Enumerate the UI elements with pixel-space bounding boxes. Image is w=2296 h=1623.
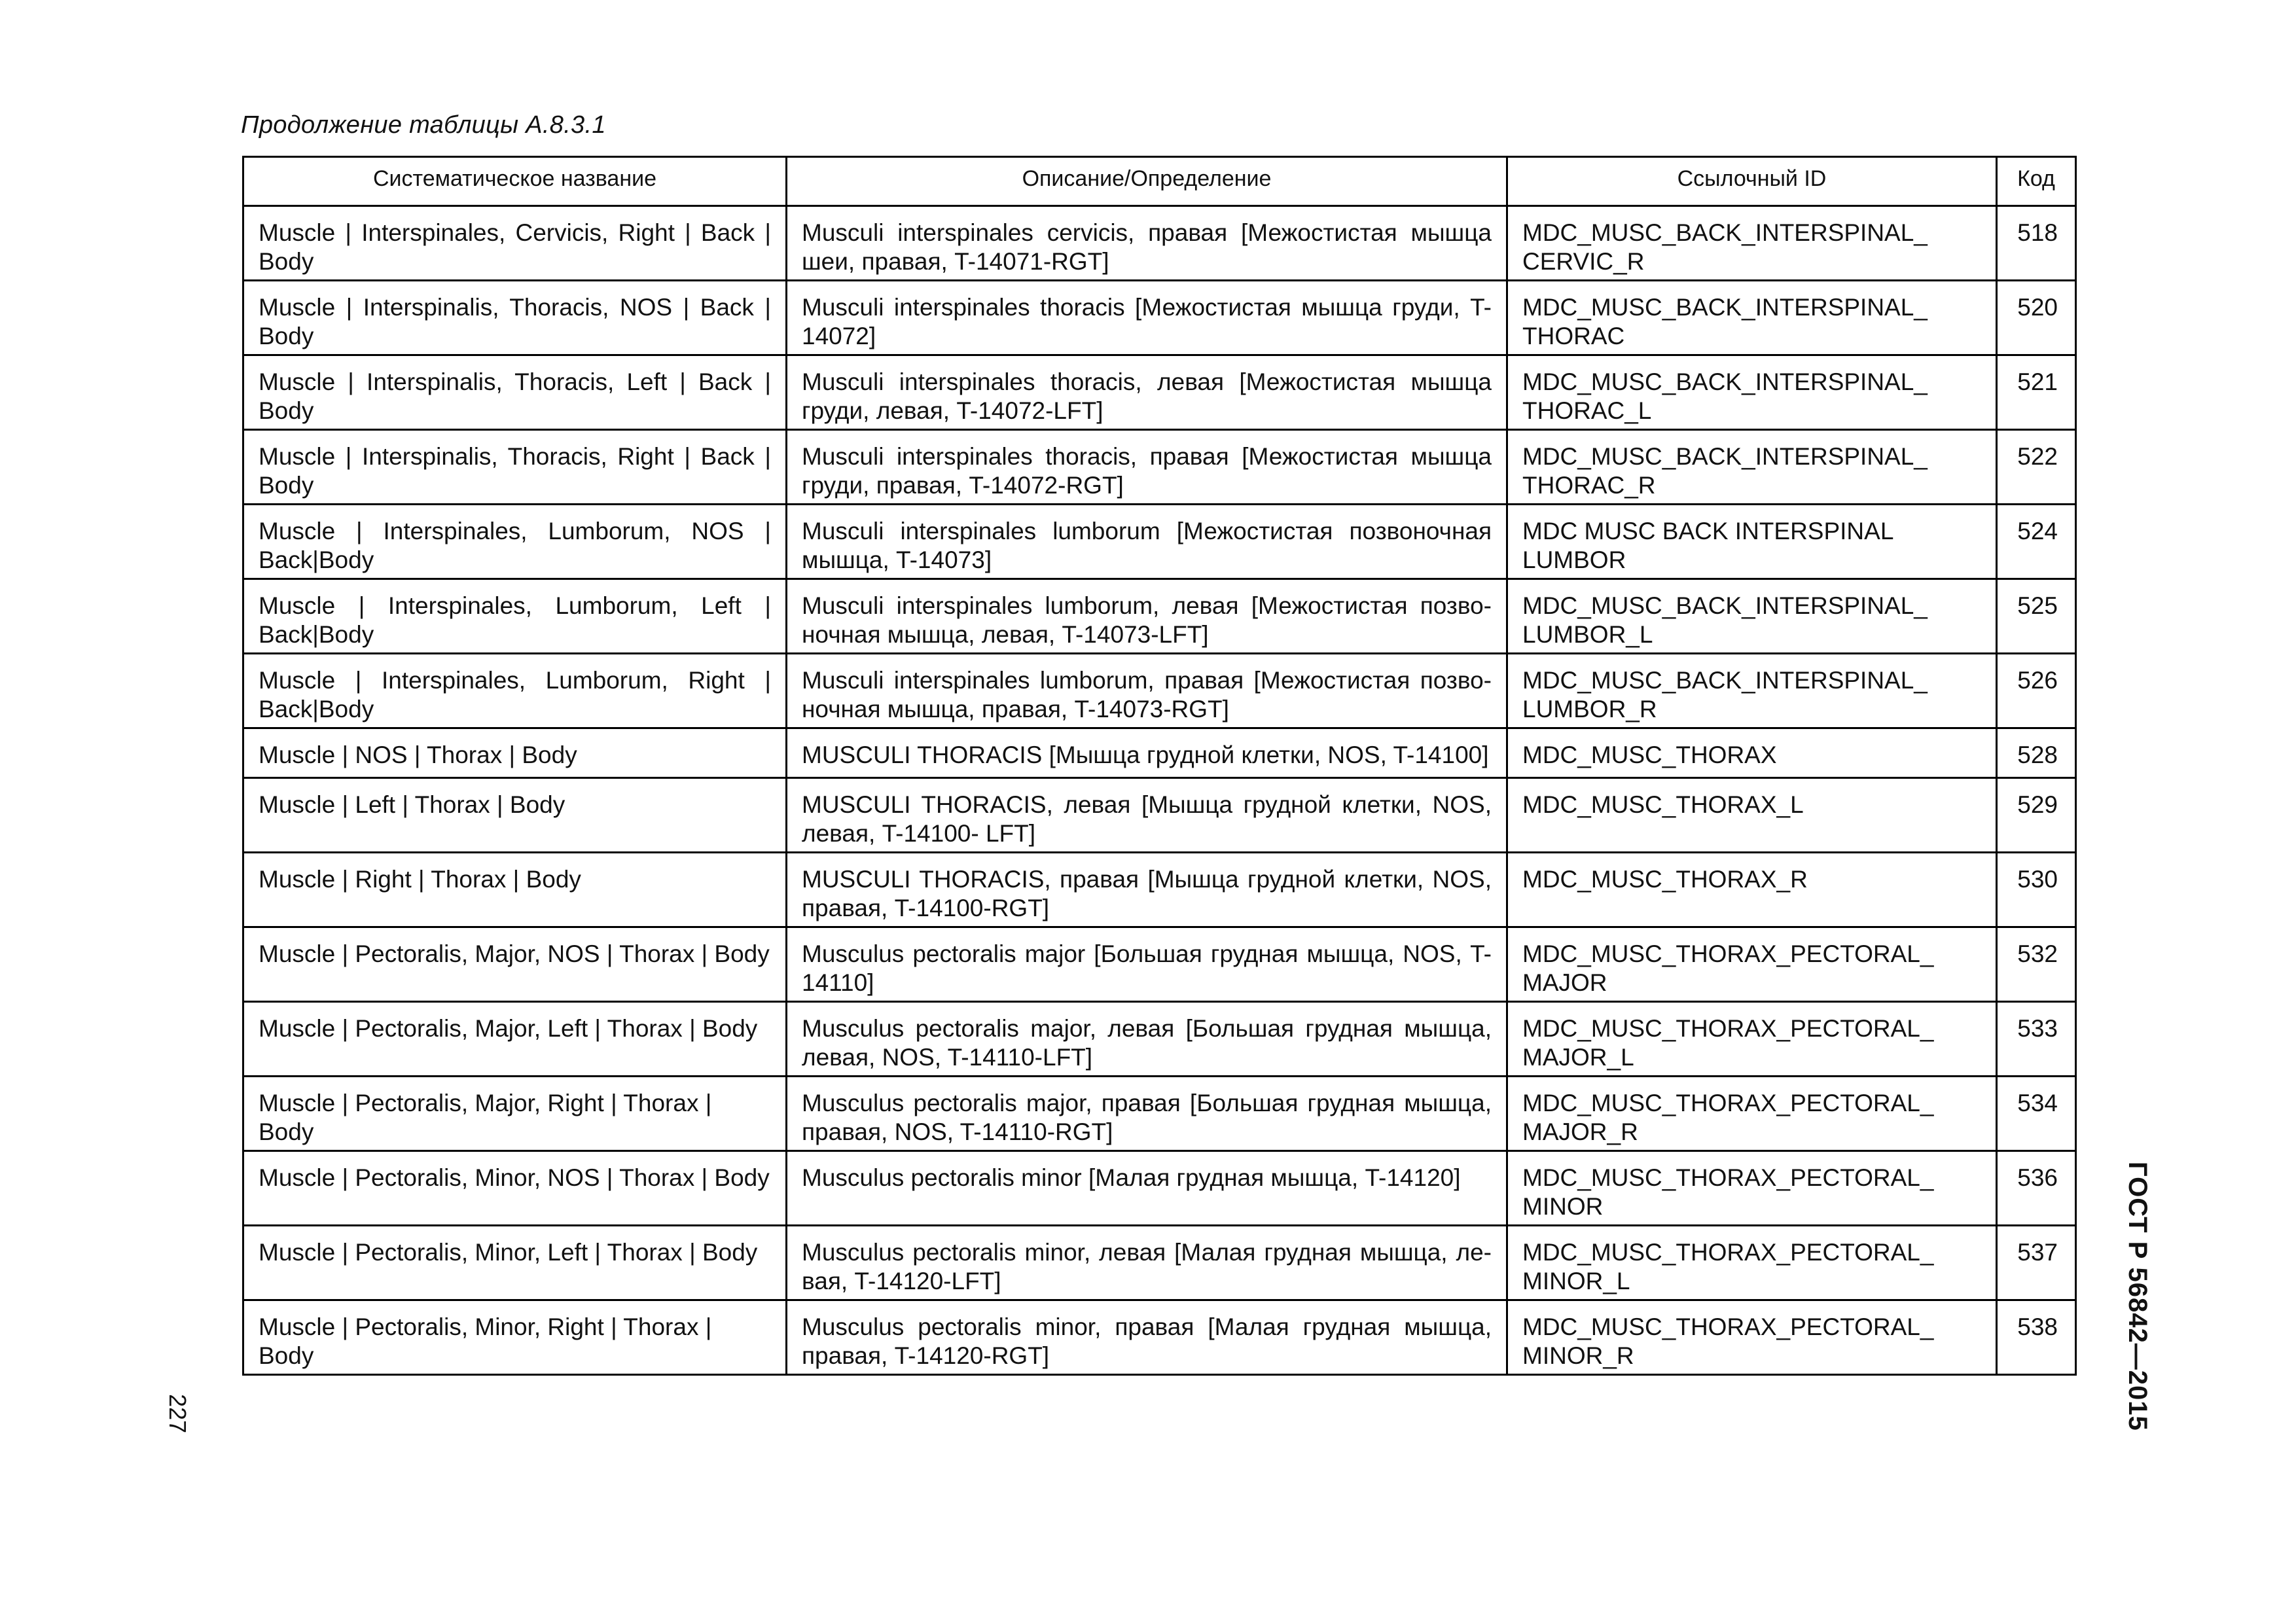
cell-name: Muscle | Interspinales, Lumborum, NOS | Back|Body (243, 505, 787, 579)
cell-description: Musculi interspinales lumborum, правая [Межостистая позво-ночная мышца, правая, T-14073-RGT] (787, 654, 1507, 728)
header-row (243, 157, 2076, 200)
table-row (243, 654, 2076, 728)
table-row (243, 355, 2076, 430)
cell-code: 528 (1997, 728, 2076, 778)
cell-ref-id: MDC_MUSC_THORAX_PECTORAL_ MAJOR (1507, 927, 1997, 1002)
cell-description: Musculus pectoralis major [Большая грудная мышца, NOS, T-14110] (787, 927, 1507, 1002)
cell-code: 538 (1997, 1300, 2076, 1375)
cell-ref-id: MDC_MUSC_BACK_INTERSPINAL_ THORAC (1507, 281, 1997, 355)
table-row (243, 1002, 2076, 1077)
cell-name: Muscle | Interspinalis, Thoracis, Left | Back | Body (243, 355, 787, 430)
table-row (243, 505, 2076, 579)
cell-name: Muscle | Right | Thorax | Body (243, 853, 787, 927)
cell-name: Muscle | Interspinalis, Thoracis, NOS | Back | Body (243, 281, 787, 355)
cell-description: Musculi interspinales lumborum [Межостистая позвоночная мышца, T-14073] (787, 505, 1507, 579)
table-row (243, 281, 2076, 355)
cell-code: 534 (1997, 1077, 2076, 1151)
cell-description: Musculus pectoralis minor [Малая грудная мышца, T-14120] (787, 1151, 1507, 1226)
cell-code: 537 (1997, 1226, 2076, 1300)
column-header-description: Описание/Определение (787, 157, 1507, 200)
cell-ref-id: MDC MUSC BACK INTERSPINAL LUMBOR (1507, 505, 1997, 579)
table-row (243, 778, 2076, 853)
cell-ref-id: MDC_MUSC_THORAX_PECTORAL_ MINOR_R (1507, 1300, 1997, 1375)
data-table (242, 156, 2077, 1376)
table-row (243, 1226, 2076, 1300)
cell-name: Muscle | Pectoralis, Major, Right | Thorax | Body (243, 1077, 787, 1151)
cell-description: Musculus pectoralis minor, левая [Малая грудная мышца, ле-вая, T-14120-LFT] (787, 1226, 1507, 1300)
cell-ref-id: MDC_MUSC_THORAX_PECTORAL_ MAJOR_L (1507, 1002, 1997, 1077)
cell-code: 532 (1997, 927, 2076, 1002)
table-row (243, 1151, 2076, 1226)
cell-ref-id: MDC_MUSC_BACK_INTERSPINAL_ CERVIC_R (1507, 206, 1997, 281)
table-row (243, 430, 2076, 505)
cell-code: 536 (1997, 1151, 2076, 1226)
cell-name: Muscle | Interspinalis, Thoracis, Right | Back | Body (243, 430, 787, 505)
cell-description: Musculi interspinales thoracis, правая [Межостистая мышца груди, правая, T-14072-RGT] (787, 430, 1507, 505)
cell-name: Muscle | Pectoralis, Major, NOS | Thorax | Body (243, 927, 787, 1002)
column-header-ref-id: Ссылочный ID (1507, 157, 1997, 200)
cell-name: Muscle | Pectoralis, Minor, Right | Thorax | Body (243, 1300, 787, 1375)
cell-code: 518 (1997, 206, 2076, 281)
table-row (243, 927, 2076, 1002)
cell-ref-id: MDC_MUSC_THORAX (1507, 728, 1997, 778)
cell-description: MUSCULI THORACIS, правая [Мышца грудной клетки, NOS, правая, T-14100-RGT] (787, 853, 1507, 927)
cell-description: Musculi interspinales cervicis, правая [Межостистая мышца шеи, правая, T-14071-RGT] (787, 206, 1507, 281)
cell-description: Musculi interspinales lumborum, левая [Межостистая позво-ночная мышца, левая, T-14073-LFT] (787, 579, 1507, 654)
table-row (243, 1077, 2076, 1151)
cell-description: Musculus pectoralis major, правая [Большая грудная мышца, правая, NOS, T-14110-RGT] (787, 1077, 1507, 1151)
column-header-name: Систематическое название (243, 157, 787, 200)
table-row (243, 579, 2076, 654)
cell-name: Muscle | Interspinales, Lumborum, Right | Back|Body (243, 654, 787, 728)
table-caption: Продолжение таблицы А.8.3.1 (241, 111, 606, 139)
cell-name: Muscle | Interspinales, Lumborum, Left | Back|Body (243, 579, 787, 654)
cell-description: MUSCULI THORACIS, левая [Мышца грудной клетки, NOS, левая, T-14100- LFT] (787, 778, 1507, 853)
cell-ref-id: MDC_MUSC_THORAX_PECTORAL_ MINOR (1507, 1151, 1997, 1226)
cell-code: 522 (1997, 430, 2076, 505)
cell-name: Muscle | Pectoralis, Minor, Left | Thorax | Body (243, 1226, 787, 1300)
cell-description: Musculus pectoralis minor, правая [Малая грудная мышца, правая, T-14120-RGT] (787, 1300, 1507, 1375)
cell-code: 524 (1997, 505, 2076, 579)
cell-ref-id: MDC_MUSC_BACK_INTERSPINAL_ THORAC_L (1507, 355, 1997, 430)
cell-ref-id: MDC_MUSC_THORAX_PECTORAL_ MINOR_L (1507, 1226, 1997, 1300)
cell-ref-id: MDC_MUSC_BACK_INTERSPINAL_ THORAC_R (1507, 430, 1997, 505)
cell-code: 529 (1997, 778, 2076, 853)
cell-ref-id: MDC_MUSC_THORAX_R (1507, 853, 1997, 927)
cell-code: 526 (1997, 654, 2076, 728)
table-row (243, 728, 2076, 778)
column-header-code: Код (1997, 157, 2076, 200)
header-spacer-row (243, 200, 2076, 206)
cell-name: Muscle | Left | Thorax | Body (243, 778, 787, 853)
cell-description: Musculi interspinales thoracis, левая [Межостистая мышца груди, левая, T-14072-LFT] (787, 355, 1507, 430)
cell-code: 520 (1997, 281, 2076, 355)
cell-code: 530 (1997, 853, 2076, 927)
cell-name: Muscle | NOS | Thorax | Body (243, 728, 787, 778)
cell-name: Muscle | Pectoralis, Minor, NOS | Thorax | Body (243, 1151, 787, 1226)
cell-ref-id: MDC_MUSC_BACK_INTERSPINAL_ LUMBOR_L (1507, 579, 1997, 654)
table-row (243, 1300, 2076, 1375)
cell-description: Musculus pectoralis major, левая [Большая грудная мышца, левая, NOS, T-14110-LFT] (787, 1002, 1507, 1077)
table-row (243, 206, 2076, 281)
cell-name: Muscle | Interspinales, Cervicis, Right | Back | Body (243, 206, 787, 281)
cell-description: Musculi interspinales thoracis [Межостистая мышца груди, T-14072] (787, 281, 1507, 355)
cell-name: Muscle | Pectoralis, Major, Left | Thorax | Body (243, 1002, 787, 1077)
cell-code: 525 (1997, 579, 2076, 654)
cell-ref-id: MDC_MUSC_THORAX_L (1507, 778, 1997, 853)
page-number: 227 (164, 1394, 191, 1434)
cell-description: MUSCULI THORACIS [Мышца грудной клетки, NOS, T-14100] (787, 728, 1507, 778)
cell-code: 533 (1997, 1002, 2076, 1077)
cell-ref-id: MDC_MUSC_BACK_INTERSPINAL_ LUMBOR_R (1507, 654, 1997, 728)
cell-code: 521 (1997, 355, 2076, 430)
table-row (243, 853, 2076, 927)
cell-ref-id: MDC_MUSC_THORAX_PECTORAL_ MAJOR_R (1507, 1077, 1997, 1151)
document-id: ГОСТ Р 56842—2015 (2123, 1162, 2152, 1431)
